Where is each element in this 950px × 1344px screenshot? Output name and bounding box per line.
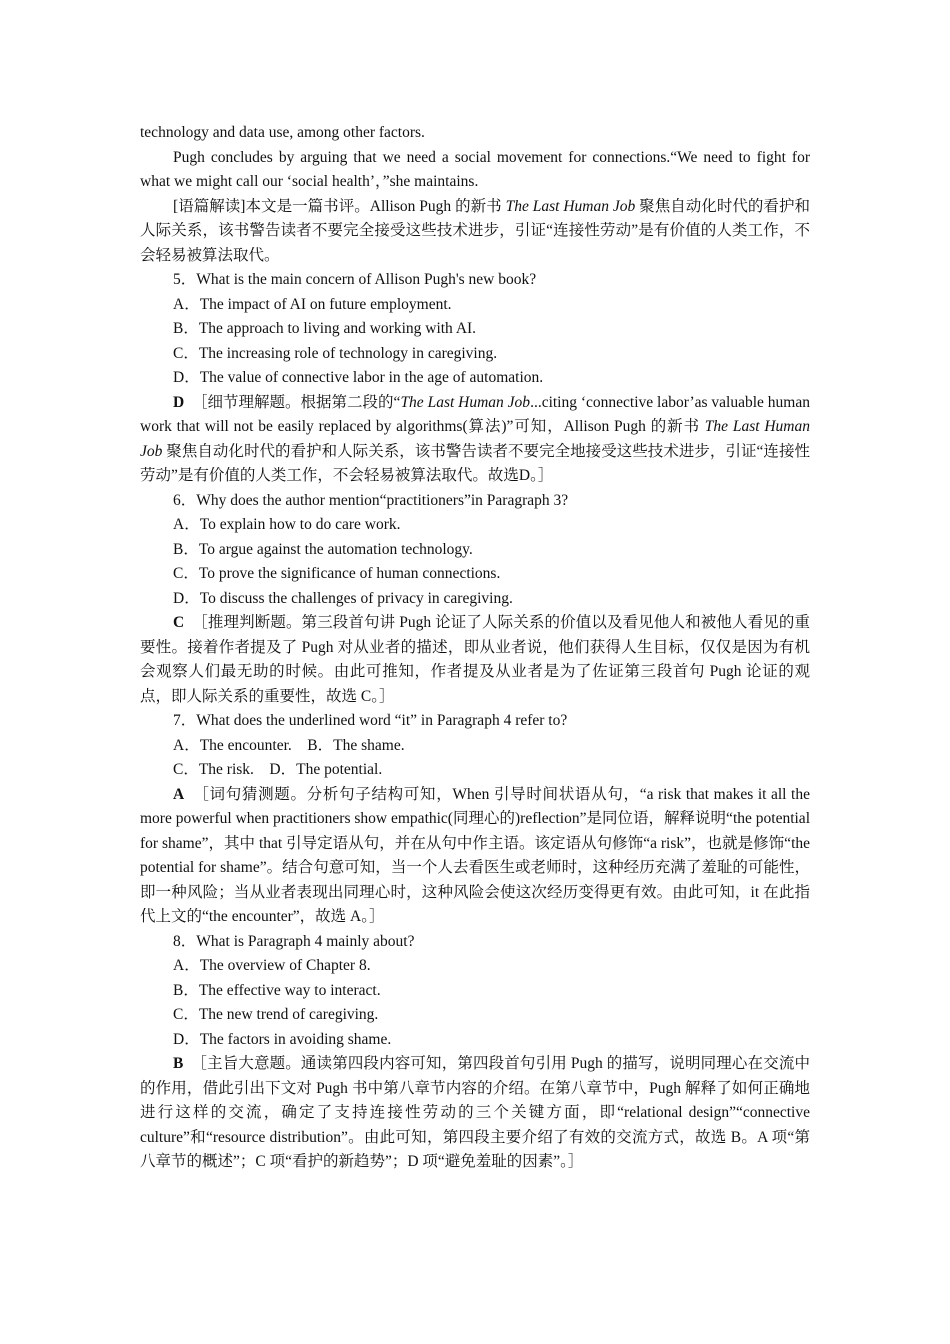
paragraph-conclusion: Pugh concludes by arguing that we need a social movement for connections.“We need to fight for what we might call our ‘social health’，”she maintains. xyxy=(140,148,810,190)
question-6-option-a: A．To explain how to do care work. xyxy=(173,516,401,533)
question-6-option-b: B．To argue against the automation technology. xyxy=(173,540,473,558)
passage-analysis: [语篇解读]本文是一篇书评。Allison Pugh 的新书 The Last Human Job 聚焦自动化时代的看护和人际关系，该书警告读者不要完全接受这些技术进步，引证“连接性劳动”是有价值的人类工作，不会轻易被算法取代。 xyxy=(140,197,810,264)
question-8-explanation: B ［主旨大意题。通读第四段内容可知，第四段首句引用 Pugh 的描写，说明同理心在交流中的作用，借此引出下文对 Pugh 书中第八章节内容的介绍。在第八章节中，Pugh 解释了如何正确地进行这样的交流，确定了支持连接性劳动的三个关键方面，即“relational design”“connective culture”和“resource distribution”。由此可知，第四段主要介绍了有效的交流方式，故选 B。A 项“第八章节的概述”；C 项“看护的新趋势”；D 项“避免羞耻的因素”。］ xyxy=(140,1055,810,1170)
question-8-stem: 8．What is Paragraph 4 mainly about? xyxy=(173,932,415,950)
question-6-option-d: D．To discuss the challenges of privacy in caregiving. xyxy=(173,589,513,607)
analysis-tag: [语篇解读] xyxy=(173,197,246,215)
question-6-stem: 6．Why does the author mention“practitioners”in Paragraph 3? xyxy=(173,491,569,509)
question-6-answer: C xyxy=(173,614,185,631)
question-7-answer: A xyxy=(173,785,185,803)
question-8-option-d: D．The factors in avoiding shame. xyxy=(173,1030,392,1048)
paragraph-top: technology and data use, among other factors. xyxy=(140,124,425,141)
book-title: The Last Human Job xyxy=(505,197,636,215)
question-8-option-c: C．The new trend of caregiving. xyxy=(173,1006,379,1023)
question-5-option-c: C．The increasing role of technology in caregiving. xyxy=(173,344,498,362)
question-7-stem: 7．What does the underlined word “it” in Paragraph 4 refer to? xyxy=(173,712,568,729)
question-5-option-d: D．The value of connective labor in the age of automation. xyxy=(173,369,544,386)
question-7-options-ab: A．The encounter. B．The shame. xyxy=(173,736,405,754)
question-6-explanation: C ［推理判断题。第三段首句讲 Pugh 论证了人际关系的价值以及看见他人和被他人看见的重要性。接着作者提及了 Pugh 对从业者的描述，即从业者说，他们获得人生目标，仅仅是因为有机会观察人们最无助的时候。由此可推知，作者提及从业者是为了佐证第三段首句 Pugh 论证的观点，即人际关系的重要性，故选 C。］ xyxy=(140,614,810,705)
question-8-option-b: B．The effective way to interact. xyxy=(173,981,381,999)
question-6-option-c: C．To prove the significance of human connections. xyxy=(173,565,501,582)
question-5-answer: D xyxy=(173,393,185,411)
document-page xyxy=(140,121,810,1175)
question-8-answer: B xyxy=(173,1055,184,1072)
question-7-explanation: A ［词句猜测题。分析句子结构可知，When 引导时间状语从句，“a risk that makes it all the more powerful when practitioners show empathic(同理心的)reflection”是同位语，解释说明“the potential for shame”，其中 that 引导定语从句，并在从句中作主语。该定语从句修饰“a risk”，也就是修饰“the potential for shame”。结合句意可知，当一个人去看医生或老师时，这种经历充满了羞耻的可能性，即一种风险；当从业者表现出同理心时，这种风险会使这次经历变得更有效。由此可知，it 在此指代上文的“the encounter”，故选 A。］ xyxy=(140,785,810,925)
question-5-explanation: D ［细节理解题。根据第二段的“The Last Human Job...citing ‘connective labor’as valuable human work that will not be easily replaced by algorithms(算法)”可知，Allison Pugh 的新书 The Last Human Job 聚焦自动化时代的看护和人际关系，该书警告读者不要完全地接受这些技术进步，引证“连接性劳动”是有价值的人类工作，不会轻易被算法取代。故选D。］ xyxy=(140,393,810,484)
question-5-stem: 5．What is the main concern of Allison Pugh's new book? xyxy=(173,271,537,288)
question-7-options-cd: C．The risk. D．The potential. xyxy=(173,761,383,778)
question-5-option-b: B．The approach to living and working with AI. xyxy=(173,320,477,337)
question-8-option-a: A．The overview of Chapter 8. xyxy=(173,957,371,974)
question-5-option-a: A．The impact of AI on future employment. xyxy=(173,295,452,313)
